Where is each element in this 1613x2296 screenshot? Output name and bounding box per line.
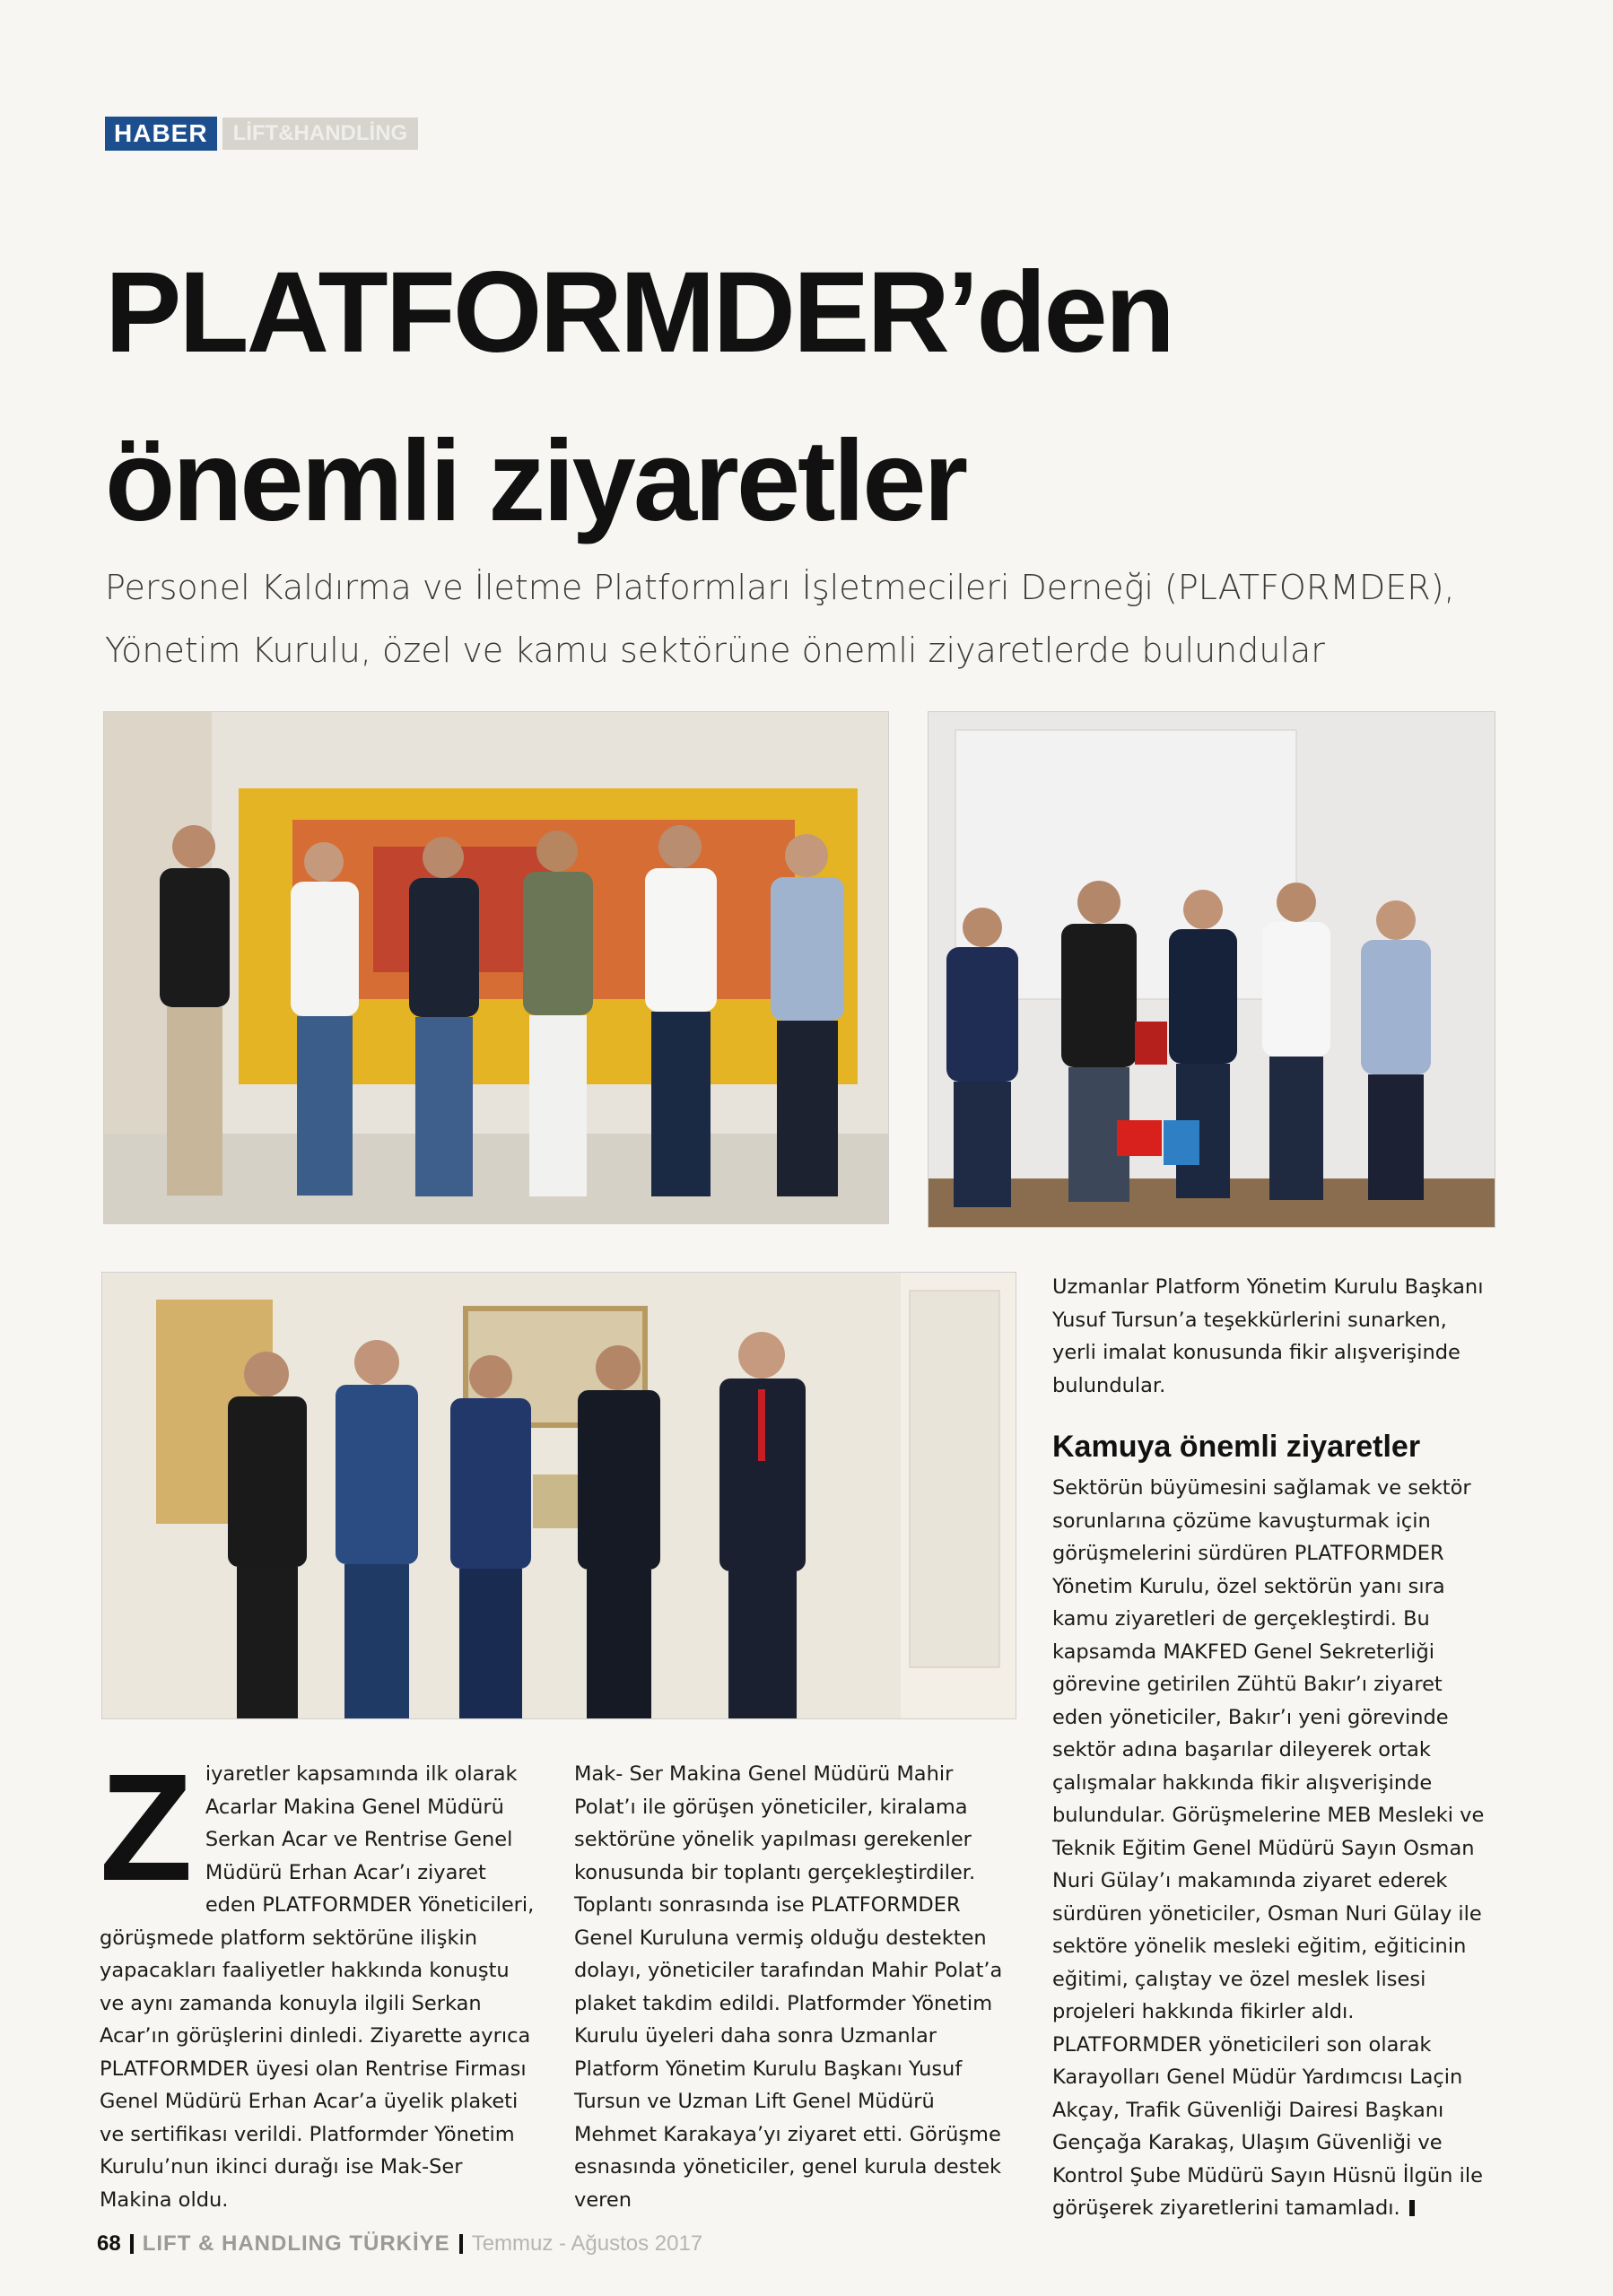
- footer-divider: [130, 2234, 134, 2254]
- page-footer: [97, 2231, 702, 2257]
- article-column-3: [1052, 1271, 1495, 2225]
- column-3-bottom-body: Sektörün büyümesini sağlamak ve sektör sorunlarına çözüme kavuşturmak için görüşmelerini sürdüren PLATFORMDER Yönetim Kurulu, özel sektörün yanı sıra kamu ziyaretleri de gerçekleştirdi. Bu kapsamda MAKFED Genel Sekreterliği görevine getirilen Zühtü Bakır’ı ziyaret eden yöneticiler, Bakır’ı yeni görevinde sektör adına başarılar dileyerek ortak çalışmalar hakkında fikir alışverişinde bulundular. Görüşmelerine MEB Mesleki ve Teknik Eğitim Genel Müdürü Sayın Osman Nuri Gülay’ı makamında ziyaret ederek sürdüren yöneticiler, Osman Nuri Gülay ile sektöre yönelik mesleki eğitim, eğiticinin eğitimi, çalıştay ve özel meslek lisesi projeleri hakkında fikirler aldı. PLATFORMDER yöneticileri son olarak Karayolları Genel Müdür Yardımcısı Laçin Akçay, Trafik Güvenliği Dairesi Başkanı Gençağa Karakaş, Ulaşım Güvenliği ve Kontrol Şube Müdürü Sayın Hüsnü İlgün ile görüşerek ziyaretlerini tamamladı.: [1052, 1476, 1485, 2220]
- footer-divider: [459, 2234, 463, 2254]
- headline-line2: önemli ziyaretler: [105, 417, 966, 545]
- article-column-1: [100, 1743, 536, 2216]
- issue-date: Temmuz - Ağustos 2017: [471, 2231, 703, 2256]
- column-3-bottom-text: [1052, 1472, 1495, 2225]
- lead-paragraph: Personel Kaldırma ve İletme Platformları İşletmecileri Derneği (PLATFORMDER), Yönetim Kurulu, özel ve kamu sektörüne önemli ziyaretlerde bulundular: [105, 568, 1455, 670]
- article-column-2: [574, 1758, 1012, 2216]
- column-3-top-text: Uzmanlar Platform Yönetim Kurulu Başkanı Yusuf Tursun’a teşekkürlerini sunarken, yerli imalat konusunda fikir alışverişinde bulundular.: [1052, 1275, 1484, 1397]
- headline: [105, 229, 1173, 566]
- subheading: Kamuya önemli ziyaretler: [1052, 1430, 1421, 1464]
- section-tag-faded: LİFT&HANDLİNG: [222, 117, 419, 150]
- dropcap: Z: [100, 1743, 193, 1913]
- headline-line1: PLATFORMDER’den: [105, 248, 1173, 377]
- magazine-name: LIFT & HANDLING TÜRKİYE: [142, 2231, 450, 2256]
- photo-plaque-presentation: [928, 711, 1495, 1228]
- page-number: 68: [97, 2231, 121, 2256]
- column-1-text: iyaretler kapsamında ilk olarak Acarlar Makina Genel Müdürü Serkan Acar ve Rentrise Genel Müdürü Erhan Acar’ı ziyaret eden PLATFORMDER Yöneticileri, görüşmede platform sektörüne ilişkin yapacakları faaliyetler hakkında konuştu ve aynı zamanda konuyla ilgili Serkan Acar’ın görüşlerini dinledi. Ziyarette ayrıca PLATFORMDER üyesi olan Rentrise Firması Genel Müdürü Erhan Acar’a üyelik plaketi ve sertifikası verildi. Platformder Yönetim Kurulu’nun ikinci durağı ise Mak-Ser Makina oldu.: [100, 1762, 535, 2212]
- photo-suits-visit: [101, 1272, 1016, 1719]
- column-2-text: Mak- Ser Makina Genel Müdürü Mahir Polat’ı ile görüşen yöneticiler, kiralama sektörüne yönelik yapılması gerekenler konusunda bir toplantı gerçekleştirdiler. Toplantı sonrasında ise PLATFORMDER Genel Kuruluna vermiş olduğu destekten dolayı, yöneticiler tarafından Mahir Polat’a plaket takdim edildi. Platformder Yönetim Kurulu üyeleri daha sonra Uzmanlar Platform Yönetim Kurulu Başkanı Yusuf Tursun ve Uzman Lift Genel Müdürü Mehmet Karakaya’yı ziyaret etti. Görüşme esnasında yöneticiler, genel kurula destek veren: [574, 1762, 1003, 2212]
- photo-group-visit: [103, 711, 889, 1224]
- section-tag-label: HABER: [105, 117, 217, 151]
- section-tag: [105, 115, 418, 152]
- end-mark: [1409, 2200, 1415, 2216]
